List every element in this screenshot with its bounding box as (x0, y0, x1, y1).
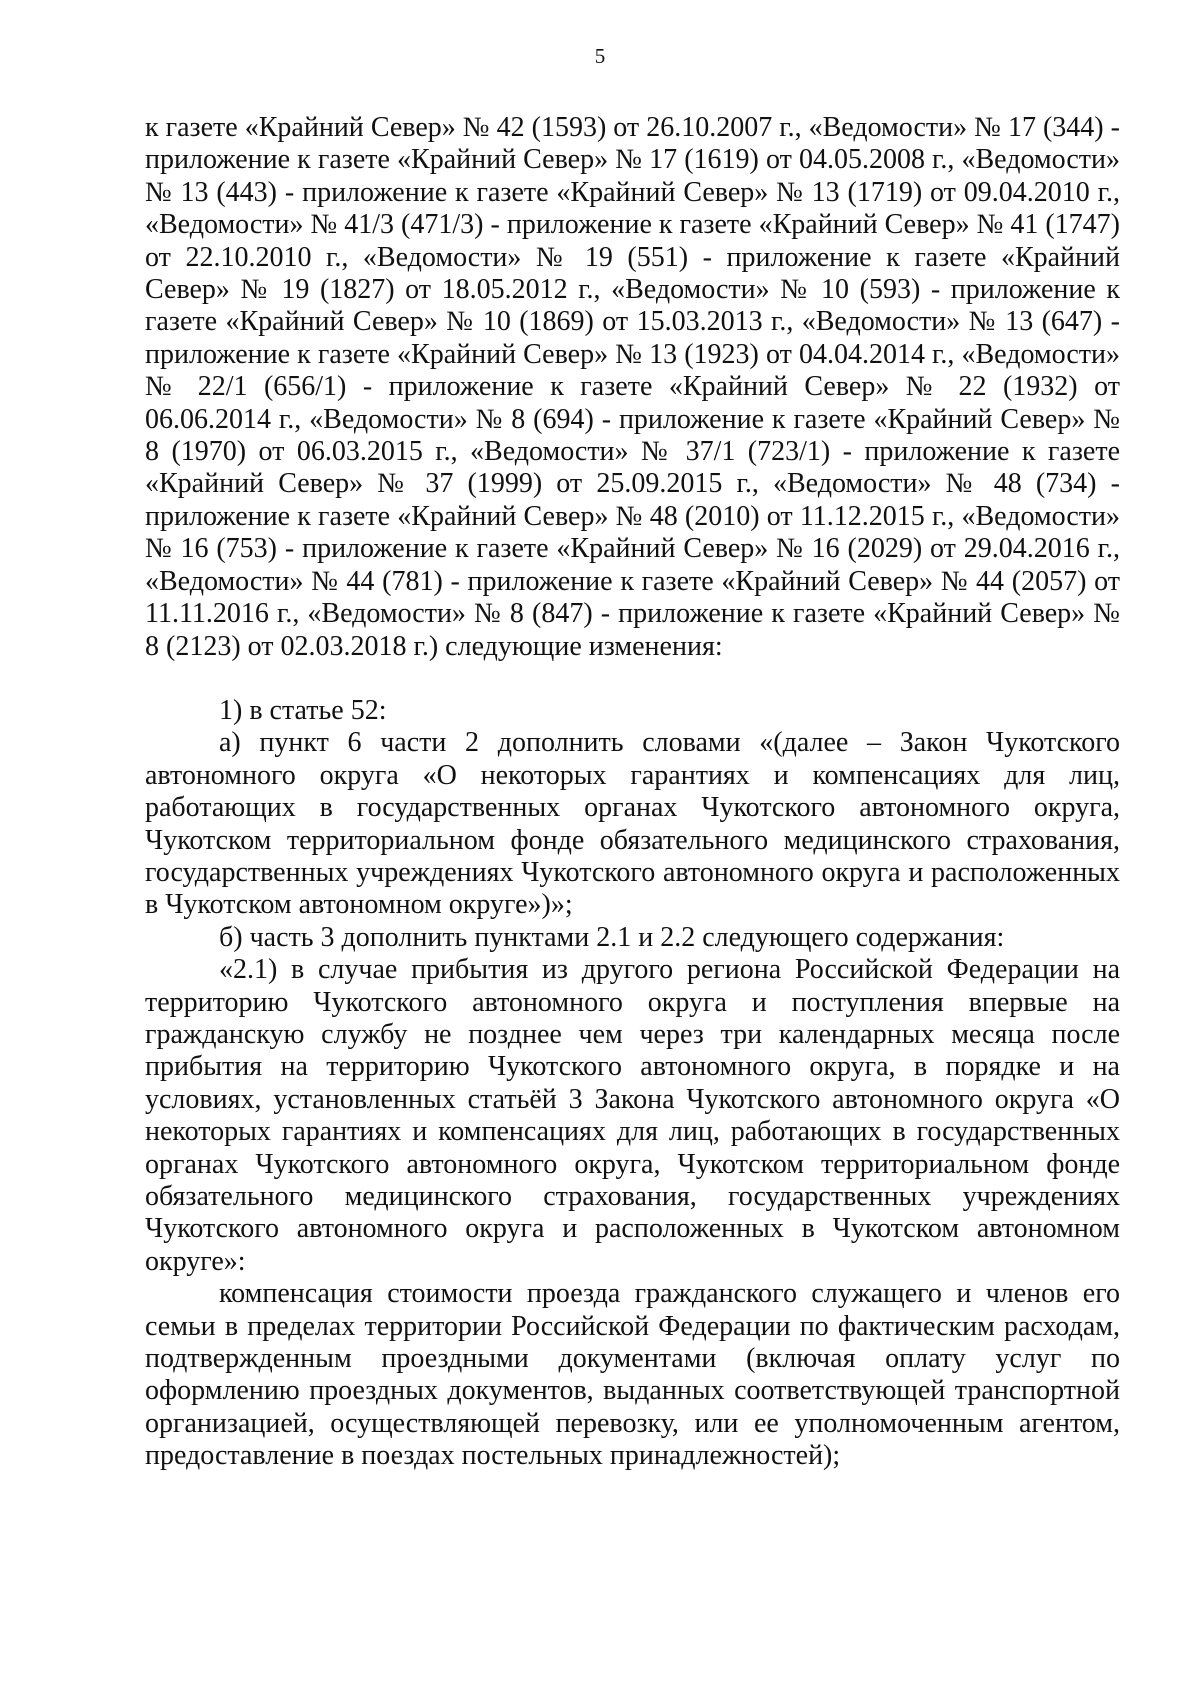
paragraph-compensation: компенсация стоимости проезда гражданского служащего и членов его семьи в пределах территории Российской Федерации по фактическим расходам, подтвержденным проездными документами (включая оплату услуг по оформлению проездных документов, выданных соответствующей транспортной организацией, осуществляющей перевозку, или ее уполномоченным агентом, предоставление в поездах постельных принадлежностей); (145, 1278, 1120, 1472)
paragraph-item-b: б) часть 3 дополнить пунктами 2.1 и 2.2 следующего содержания: (219, 921, 1005, 953)
paragraph-item-a: а) пункт 6 части 2 дополнить словами «(далее – Закон Чукотского автономного округа «О некоторых гарантиях и компенсациях для лиц, работающих в государственных органах Чукотского автономного округа, Чукотском территориальном фонде обязательного медицинского страхования, государственных учреждениях Чукотского автономного округа и расположенных в Чукотском автономном округе»)»; (145, 727, 1120, 921)
paragraph-amendments-list: к газете «Крайний Север» № 42 (1593) от 26.10.2007 г., «Ведомости» № 17 (344) - приложение к газете «Крайний Север» № 17 (1619) от 04.05.2008 г., «Ведомости» № 13 (443) - приложение к газете «Крайний Север» № 13 (1719) от 09.04.2010 г., «Ведомости» № 41/3 (471/3) - приложение к газете «Крайний Север» № 41 (1747) от 22.10.2010 г., «Ведомости» № 19 (551) - приложение к газете «Крайний Север» № 19 (1827) от 18.05.2012 г., «Ведомости» № 10 (593) - приложение к газете «Крайний Север» № 10 (1869) от 15.03.2013 г., «Ведомости» № 13 (647) - приложение к газете «Крайний Север» № 13 (1923) от 04.04.2014 г., «Ведомости» № 22/1 (656/1) - приложение к газете «Крайний Север» № 22 (1932) от 06.06.2014 г., «Ведомости» № 8 (694) - приложение к газете «Крайний Север» № 8 (1970) от 06.03.2015 г., «Ведомости» № 37/1 (723/1) - приложение к газете «Крайний Север» № 37 (1999) от 25.09.2015 г., «Ведомости» № 48 (734) - приложение к газете «Крайний Север» № 48 (2010) от 11.12.2015 г., «Ведомости» № 16 (753) - приложение к газете «Крайний Север» № 16 (2029) от 29.04.2016 г., «Ведомости» № 44 (781) - приложение к газете «Крайний Север» № 44 (2057) от 11.11.2016 г., «Ведомости» № 8 (847) - приложение к газете «Крайний Север» № 8 (2123) от 02.03.2018 г.) следующие изменения: (145, 112, 1120, 662)
paragraph-clause-2-1: «2.1) в случае прибытия из другого региона Российской Федерации на территорию Чукотского автономного округа и поступления впервые на гражданскую службу не позднее чем через три календарных месяца после прибытия на территорию Чукотского автономного округа, в порядке и на условиях, установленных статьёй 3 Закона Чукотского автономного округа «О некоторых гарантиях и компенсациях для лиц, работающих в государственных органах Чукотского автономного округа, Чукотском территориальном фонде обязательного медицинского страхования, государственных учреждениях Чукотского автономного округа и расположенных в Чукотском автономном округе»: (145, 954, 1120, 1277)
paragraph-article-52: 1) в статье 52: (219, 694, 387, 726)
paragraph-spacer (145, 663, 1120, 695)
document-body (145, 112, 1120, 1473)
page-number: 5 (594, 44, 606, 68)
